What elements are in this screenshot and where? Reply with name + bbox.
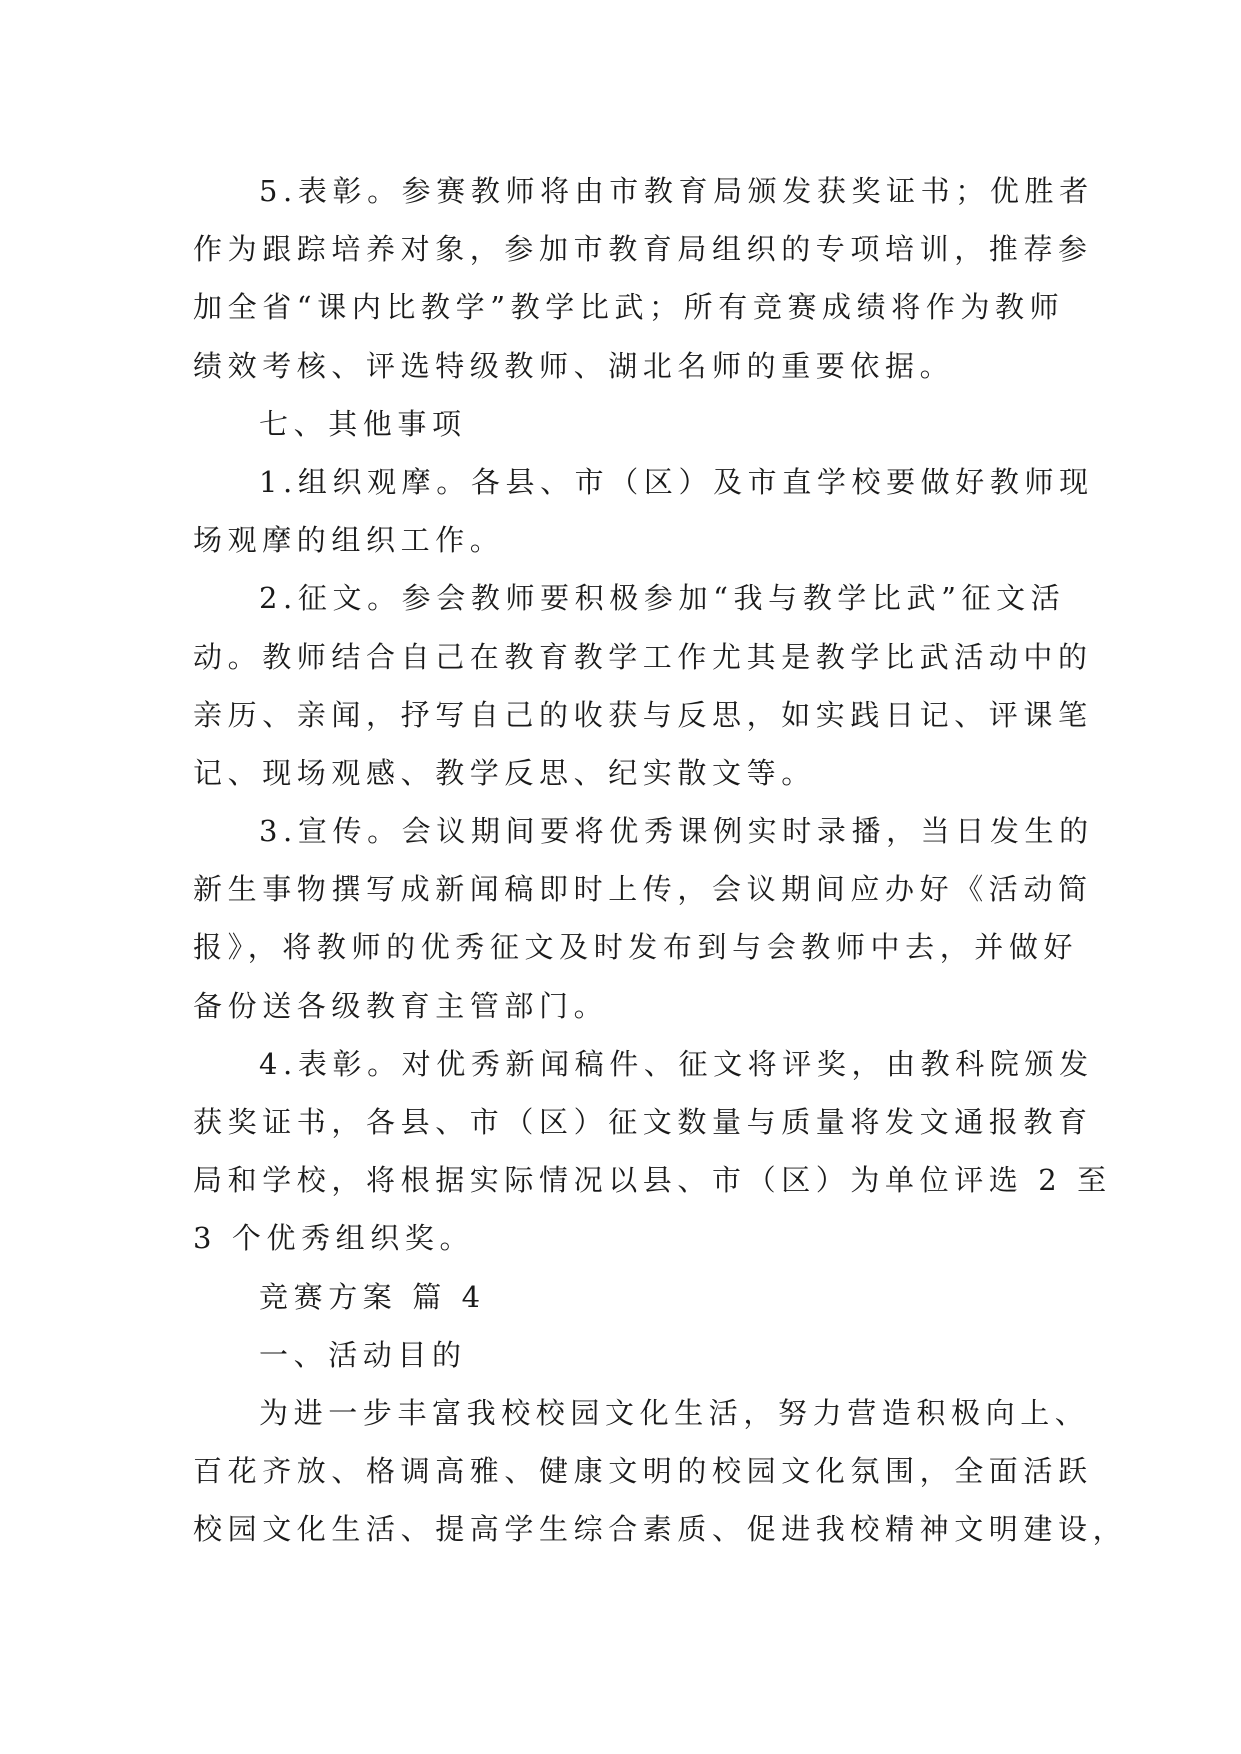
document-body — [193, 162, 1128, 1559]
text-line: 亲历、亲闻，抒写自己的收获与反思，如实践日记、评课笔 — [193, 697, 1093, 732]
text-line: 备份送各级教育主管部门。 — [193, 988, 609, 1023]
text-line: 竞赛方案 篇 4 — [259, 1279, 486, 1314]
text-line: 作为跟踪培养对象，参加市教育局组织的专项培训，推荐参 — [193, 232, 1093, 267]
text-line: 记、现场观感、教学反思、纪实散文等。 — [193, 755, 816, 790]
text-line: 新生事物撰写成新闻稿即时上传，会议期间应办好《活动简 — [193, 872, 1093, 907]
text-line: 动。教师结合自己在教育教学工作尤其是教学比武活动中的 — [193, 639, 1093, 674]
text-line: 校园文化生活、提高学生综合素质、促进我校精神文明建设， — [193, 1512, 1128, 1547]
text-line: 3 个优秀组织奖。 — [193, 1221, 475, 1256]
text-line: 4.表彰。对优秀新闻稿件、征文将评奖，由教科院颁发 — [259, 1046, 1094, 1081]
text-line: 为进一步丰富我校校园文化生活，努力营造积极向上、 — [259, 1395, 1090, 1430]
text-line: 局和学校，将根据实际情况以县、市（区）为单位评选 2 至 — [193, 1163, 1112, 1198]
text-line: 1.组织观摩。各县、市（区）及市直学校要做好教师现 — [259, 464, 1094, 499]
text-line: 5.表彰。参赛教师将由市教育局颁发获奖证书；优胜者 — [259, 174, 1094, 208]
text-line: 2.征文。参会教师要积极参加“我与教学比武”征文活 — [259, 581, 1066, 616]
text-line: 获奖证书，各县、市（区）征文数量与质量将发文通报教育 — [193, 1105, 1093, 1139]
text-line: 场观摩的组织工作。 — [193, 523, 505, 558]
text-line: 七、其他事项 — [259, 406, 467, 441]
text-line: 加全省“课内比教学”教学比武；所有竞赛成绩将作为教师 — [193, 290, 1065, 325]
text-line: 3.宣传。会议期间要将优秀课例实时录播，当日发生的 — [259, 814, 1094, 849]
text-line: 绩效考核、评选特级教师、湖北名师的重要依据。 — [193, 348, 955, 383]
text-line: 报》，将教师的优秀征文及时发布到与会教师中去，并做好 — [193, 930, 1079, 965]
text-line: 一、活动目的 — [259, 1337, 467, 1372]
text-line: 百花齐放、格调高雅、健康文明的校园文化氛围，全面活跃 — [193, 1454, 1093, 1489]
